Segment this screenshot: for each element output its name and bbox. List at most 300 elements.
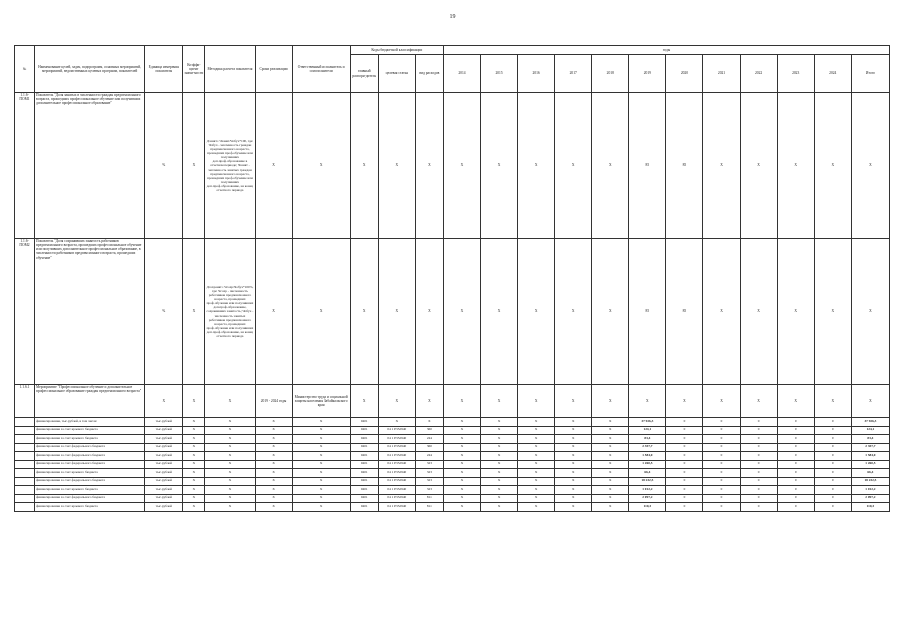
header-no: № [15,46,35,93]
financing-row [15,486,890,495]
row-value: 0 [666,435,703,444]
row-cs: 04 1 P352940 [378,443,415,452]
row-exec: X [292,503,350,512]
row-vr: 811 [415,503,443,512]
row-value: 85 [666,93,703,239]
financing-row [15,477,890,486]
row-value: X [703,385,740,418]
header-exec: Ответственный исполнитель и соисполнители [292,46,350,93]
row-name: Показатель "Доля сохранивших занятость работников предпенсионного возраста, прошедших профессиональное обучение или получивших дополнительное профессиональное образование, в численности работников предпенсионного возраста, прошедших обучение" [35,239,145,385]
row-value: 0 [740,494,777,503]
row-cs: 04 1 P352940 [378,486,415,495]
row-value: X [518,477,555,486]
row-value: X [555,503,592,512]
row-unit: тыс.рублей [145,494,183,503]
row-term: X [255,452,292,461]
row-value: 0 [666,494,703,503]
financing-row [15,426,890,435]
row-value: X [555,477,592,486]
row-value: 0 [740,452,777,461]
row-value: X [443,486,480,495]
row-method: X [205,486,255,495]
row-value: 66,4 [629,469,666,478]
header-year: 2024 [814,55,851,93]
row-value: X [518,494,555,503]
row-value: X [518,418,555,427]
row-value: 0 [777,477,814,486]
row-coef: X [183,460,205,469]
row-value: 0 [703,460,740,469]
row-cs: 04 1 P352940 [378,477,415,486]
row-vr: 323 [415,469,443,478]
row-total: 1 260,5 [851,460,889,469]
row-value: X [592,460,629,469]
row-value: 85 [666,239,703,385]
row-term: X [255,418,292,427]
row-value: X [481,477,518,486]
row-coef: X [183,418,205,427]
financing-row [15,494,890,503]
row-exec: X [292,93,350,239]
row-no: 1.1.6-ПОМ1 [15,93,35,239]
row-method: X [205,503,255,512]
row-value: X [777,385,814,418]
row-no [15,494,35,503]
row-value: X [703,239,740,385]
row-value: X [592,239,629,385]
row-cs: 04 1 P352940 [378,460,415,469]
row-value: 0 [703,452,740,461]
row-value: X [555,426,592,435]
row-value: 0 [814,418,851,427]
row-value: 1 260,5 [629,460,666,469]
row-value: X [481,426,518,435]
row-total: 2 097,2 [851,494,889,503]
row-total: 110,3 [851,503,889,512]
row-value: 0 [703,426,740,435]
row-value: X [481,486,518,495]
row-exec: X [292,486,350,495]
row-value: 0 [666,418,703,427]
row-total: X [851,385,889,418]
header-unit: Единица измерения показателя [145,46,183,93]
row-value: 0 [666,426,703,435]
row-value: X [814,239,851,385]
row-value: X [814,93,851,239]
row-value: X [740,93,777,239]
row-value: X [814,385,851,418]
row-value: X [592,494,629,503]
row-value: X [555,452,592,461]
row-term: X [255,239,292,385]
row-method: X [205,418,255,427]
row-unit: тыс.рублей [145,469,183,478]
row-value: 0 [814,503,851,512]
header-year: 2017 [555,55,592,93]
row-value: 0 [814,443,851,452]
row-unit: % [145,93,183,239]
row-value: 0 [814,426,851,435]
row-value: X [555,443,592,452]
row-name: финансирование, тыс.рублей, в том числе: [35,418,145,427]
row-cs: X [378,93,415,239]
row-value: X [443,239,480,385]
row-cs: 04 1 P352940 [378,494,415,503]
row-value: 0 [740,443,777,452]
row-value: 0 [666,486,703,495]
row-gr: 0401 [350,503,378,512]
row-name: финансирование за счет краевого бюджета [35,486,145,495]
header-year: 2022 [740,55,777,93]
row-gr: 0401 [350,460,378,469]
row-cs: X [378,239,415,385]
row-value: 0 [777,452,814,461]
row-unit: тыс.рублей [145,460,183,469]
row-value: 18 232,5 [629,477,666,486]
row-cs: 04 1 P352940 [378,469,415,478]
header-code-cs: целевая статья [378,55,415,93]
row-name: финансирование за счет краевого бюджета [35,426,145,435]
row-value: X [518,435,555,444]
row-value: 2 097,2 [629,494,666,503]
row-exec: X [292,443,350,452]
row-value: 0 [777,435,814,444]
row-exec: X [292,418,350,427]
row-value: X [443,426,480,435]
row-vr: 244 [415,435,443,444]
row-value: X [592,443,629,452]
indicator-row-2 [15,239,890,385]
row-gr: 0401 [350,426,378,435]
row-value: X [518,503,555,512]
row-gr: 0401 [350,443,378,452]
row-total: 1 584,0 [851,452,889,461]
row-gr: X [350,239,378,385]
header-code-gr: главный распоря-дитель [350,55,378,93]
row-unit: % [145,239,183,385]
header-year: 2015 [481,55,518,93]
row-value: 0 [814,486,851,495]
indicator-row-1 [15,93,890,239]
row-coef: X [183,385,205,418]
row-value: 1 012,2 [629,486,666,495]
row-method: Дзанят= Чзанят/Чобуч*100, где: Чобуч - численность граждан предпенсионного возраста, прошедших проф.обучение или получивших доп.проф.образование в отчетном периоде; Чзанят - численность занятых граждан предпенсионного возраста, прошедших проф.обучение или получивших доп.проф.образование, на конец отчетного периода [205,93,255,239]
row-value: X [740,239,777,385]
financing-row [15,460,890,469]
row-value: 0 [703,503,740,512]
row-value: 0 [777,469,814,478]
row-coef: X [183,494,205,503]
header-year: 2020 [666,55,703,93]
row-method: X [205,426,255,435]
row-no [15,418,35,427]
financing-row [15,435,890,444]
row-value: X [555,239,592,385]
row-value: X [555,469,592,478]
row-value: 0 [740,418,777,427]
row-value: X [443,477,480,486]
row-value: X [518,486,555,495]
row-vr: 360 [415,443,443,452]
row-gr: X [350,385,378,418]
header-year: 2019 [629,55,666,93]
financing-row [15,469,890,478]
row-coef: X [183,239,205,385]
row-value: X [443,385,480,418]
row-coef: X [183,426,205,435]
row-value: 0 [740,477,777,486]
row-value: 0 [740,469,777,478]
row-value: X [443,460,480,469]
row-value: X [592,93,629,239]
row-value: 0 [703,477,740,486]
row-coef: X [183,93,205,239]
row-value: X [592,452,629,461]
row-gr: 0401 [350,452,378,461]
financing-row [15,418,890,427]
row-value: 0 [703,486,740,495]
row-value: X [443,469,480,478]
row-value: X [481,443,518,452]
row-unit: тыс.рублей [145,435,183,444]
financing-row [15,503,890,512]
row-vr: 244 [415,452,443,461]
row-no [15,435,35,444]
header-total: Итого [851,55,889,93]
row-coef: X [183,443,205,452]
row-total: 37 926,3 [851,418,889,427]
row-value: X [777,93,814,239]
row-no: 1.1.6.1 [15,385,35,418]
row-unit: тыс.рублей [145,418,183,427]
row-no [15,426,35,435]
row-term: X [255,460,292,469]
row-term: X [255,435,292,444]
row-exec: X [292,452,350,461]
row-exec: Министерство труда и социальной защиты населения Забайкальского края [292,385,350,418]
row-value: X [481,494,518,503]
header-budget-group: Коды бюджетной классификации [350,46,443,55]
row-no [15,460,35,469]
row-value: X [555,93,592,239]
row-value: X [481,460,518,469]
row-total: 124,1 [851,426,889,435]
row-term: X [255,494,292,503]
row-unit: тыс.рублей [145,443,183,452]
row-term: X [255,477,292,486]
row-value: X [555,460,592,469]
row-gr: X [350,93,378,239]
row-method: X [205,435,255,444]
row-value: X [443,418,480,427]
row-value: 0 [777,460,814,469]
row-value: 0 [814,477,851,486]
row-exec: X [292,239,350,385]
row-gr: 0401 [350,435,378,444]
row-total: 83,4 [851,435,889,444]
row-value: 1 584,0 [629,452,666,461]
header-term: Сроки реализации [255,46,292,93]
row-value: X [481,503,518,512]
row-value: 0 [814,494,851,503]
row-vr: 811 [415,494,443,503]
row-value: X [592,385,629,418]
header-year: 2023 [777,55,814,93]
row-term: X [255,486,292,495]
row-gr: 0401 [350,477,378,486]
row-unit: тыс.рублей [145,426,183,435]
row-value: X [481,452,518,461]
header-year: 2021 [703,55,740,93]
row-value: X [592,418,629,427]
row-value: 0 [666,452,703,461]
row-coef: X [183,477,205,486]
row-cs: 04 1 P352940 [378,426,415,435]
row-exec: X [292,460,350,469]
row-value: 0 [740,503,777,512]
row-value: 2 357,7 [629,443,666,452]
row-value: X [481,385,518,418]
row-value: X [592,486,629,495]
row-value: X [555,435,592,444]
row-value: 124,1 [629,426,666,435]
header-row-1 [15,46,890,55]
financing-rows [15,418,890,512]
header-code-vr: вид расходов [415,55,443,93]
row-value: X [443,503,480,512]
row-value: X [518,93,555,239]
row-name: финансирование за счет краевого бюджета [35,435,145,444]
row-value: X [518,469,555,478]
row-coef: X [183,435,205,444]
row-value: X [481,469,518,478]
row-total: 66,4 [851,469,889,478]
row-value: X [443,494,480,503]
row-value: 0 [777,486,814,495]
financing-row [15,452,890,461]
row-value: X [555,385,592,418]
row-no [15,486,35,495]
row-value: X [555,494,592,503]
row-value: X [443,93,480,239]
row-value: 0 [666,443,703,452]
row-value: 110,3 [629,503,666,512]
row-value: 0 [666,469,703,478]
row-value: X [481,93,518,239]
row-name: финансирование за счет краевого бюджета [35,503,145,512]
row-value: 0 [703,494,740,503]
row-value: 0 [814,469,851,478]
row-gr: 0401 [350,469,378,478]
row-name: финансирование за счет федерального бюджета [35,477,145,486]
row-name: финансирование за счет федерального бюджета [35,460,145,469]
header-year: 2018 [592,55,629,93]
row-value: 0 [666,477,703,486]
row-value: 0 [777,443,814,452]
row-name: финансирование за счет краевого бюджета [35,469,145,478]
row-no [15,443,35,452]
row-value: 0 [740,486,777,495]
row-name: финансирование за счет федерального бюджета [35,443,145,452]
row-value: 0 [814,460,851,469]
row-term: X [255,93,292,239]
row-value: 83,4 [629,435,666,444]
row-name: Мероприятие "Профессиональное обучение и дополнительное профессиональное образование граждан предпенсионного возраста" [35,385,145,418]
row-value: 37 926,3 [629,418,666,427]
row-value: X [592,435,629,444]
row-vr: 323 [415,486,443,495]
row-exec: X [292,469,350,478]
row-method: X [205,443,255,452]
row-no [15,469,35,478]
row-value: X [555,486,592,495]
row-coef: X [183,486,205,495]
row-total: 1 012,2 [851,486,889,495]
row-value: X [703,93,740,239]
row-unit: тыс.рублей [145,503,183,512]
financing-row [15,443,890,452]
row-value: X [518,385,555,418]
row-value: X [740,385,777,418]
row-value: 0 [740,426,777,435]
row-no [15,452,35,461]
row-total: X [851,239,889,385]
row-value: X [592,503,629,512]
row-value: X [592,426,629,435]
row-value: 85 [629,239,666,385]
row-method: X [205,494,255,503]
row-name: финансирование за счет федерального бюджета [35,452,145,461]
row-value: 0 [703,435,740,444]
row-value: X [481,435,518,444]
row-value: 0 [814,435,851,444]
row-exec: X [292,435,350,444]
row-term: 2019 - 2024 годы [255,385,292,418]
row-coef: X [183,503,205,512]
row-vr: X [415,385,443,418]
row-value: X [518,426,555,435]
row-value: X [443,435,480,444]
row-method: X [205,460,255,469]
row-value: 0 [814,452,851,461]
header-year: 2016 [518,55,555,93]
row-value: X [518,452,555,461]
row-value: 0 [777,418,814,427]
row-value: 0 [740,435,777,444]
row-value: X [629,385,666,418]
row-value: 0 [703,443,740,452]
row-exec: X [292,494,350,503]
row-cs: 04 1 P352940 [378,452,415,461]
header-years-group: годы [443,46,889,55]
header-method: Методика расчета показателя [205,46,255,93]
row-unit: тыс.рублей [145,486,183,495]
row-value: 0 [703,469,740,478]
row-method: X [205,385,255,418]
row-vr: X [415,418,443,427]
row-exec: X [292,426,350,435]
row-vr: 360 [415,426,443,435]
header-year: 2014 [443,55,480,93]
row-value: X [592,469,629,478]
row-cs: 04 1 P352940 [378,503,415,512]
row-value: X [518,443,555,452]
row-vr: X [415,93,443,239]
row-value: 0 [666,503,703,512]
row-value: X [443,443,480,452]
row-unit: тыс.рублей [145,452,183,461]
row-value: X [518,239,555,385]
